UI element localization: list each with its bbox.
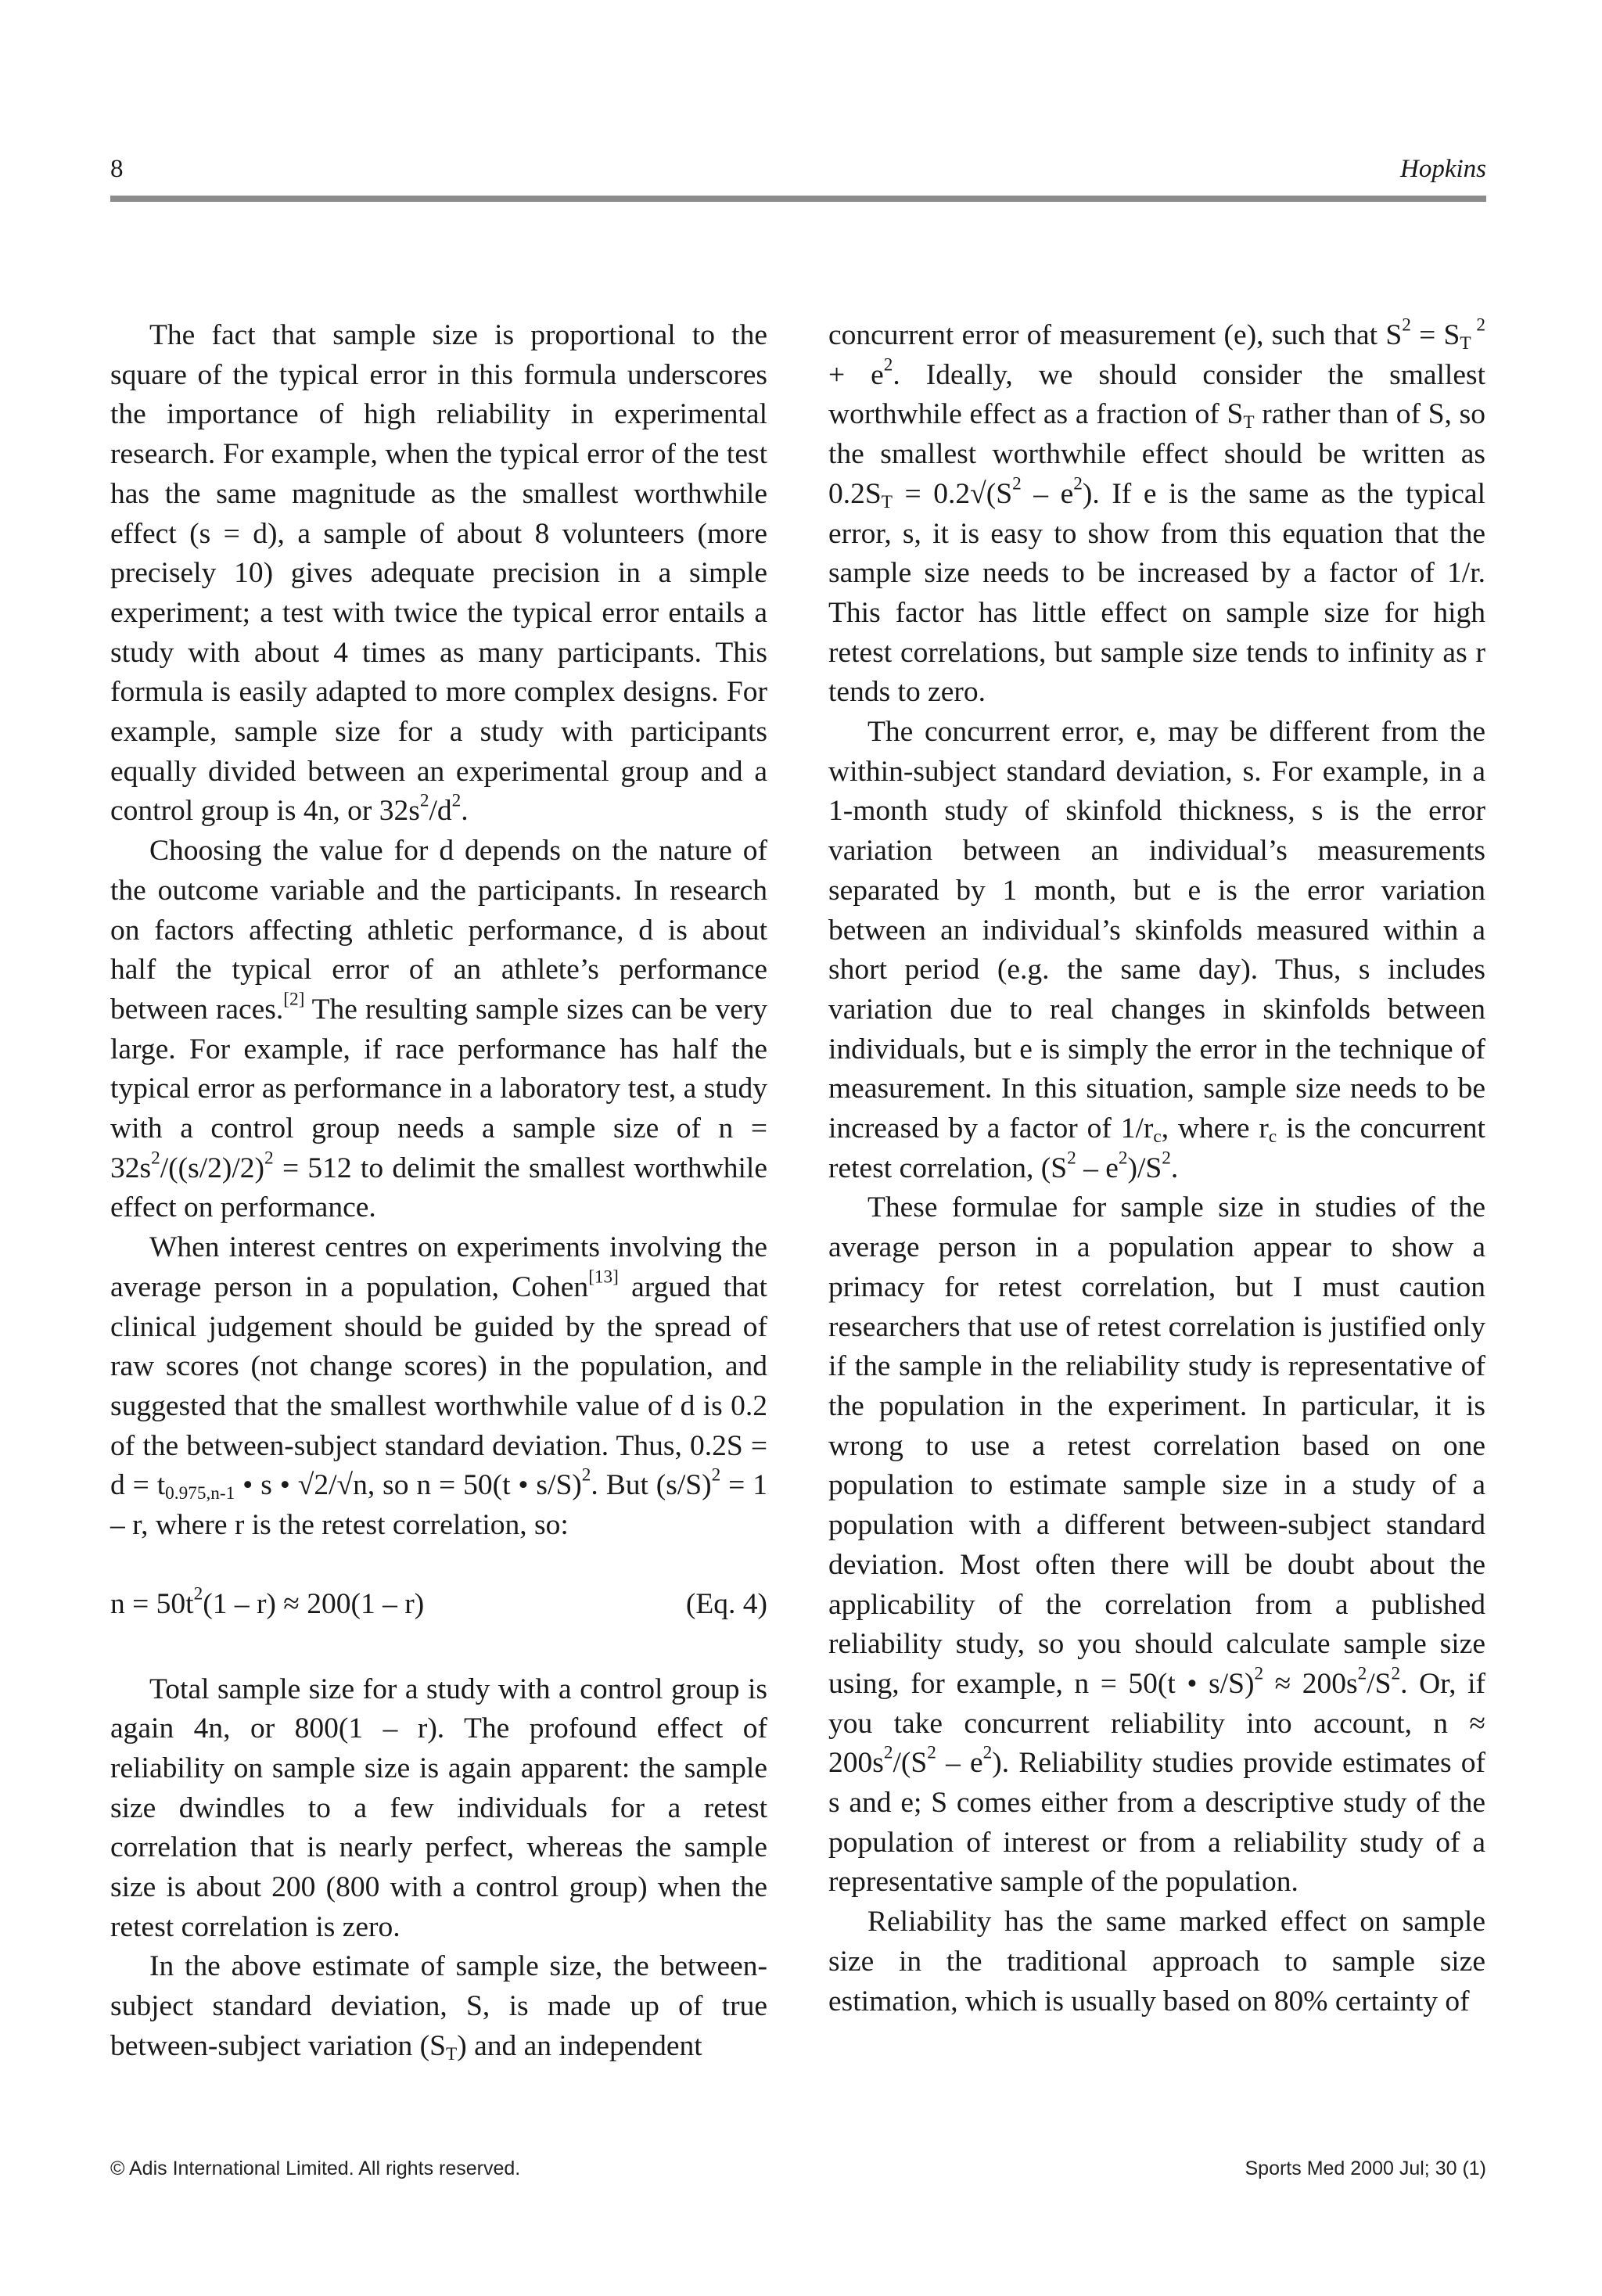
citation-ref: [2] bbox=[283, 989, 305, 1010]
left-paragraph-2: Choosing the value for d depends on the nature of the outcome variable and the participants. In research on factors affecting athletic performance, d is about half the typical error of an athlete’s performance between races.[2] The resulting sample sizes can be very large. For example, if race performance has half the typical error as performance in a laboratory test, a study with a control group needs a sample size of $n = 32s^2/((s/2)/2)^2 = 512$ to delimit the smallest worthwhile effect on performance. bbox=[110, 835, 767, 1224]
running-header-author: Hopkins bbox=[1400, 155, 1486, 183]
right-paragraph-3: These formulae for sample size in studies of the average person in a population appear to show a primacy for retest correlation, but I must caution researchers that use of retest correlation is justified only if the sample in the reliability study is representative of the population in the experiment. In particular, it is wrong to use a retest correlation based on one population to estimate sample size in a study of a population with a different between-subject standard deviation. Most often there will be doubt about the applicability of the correlation from a published reliability study, so you should calculate sample size using, for example, n = 50(t • $s/S)^2 \approx 200s^2/S^2$. Or, if you take concurrent reliability into account, $n \approx 200s^2/(S^2 - e^2)$. Reliability studies provide estimates of s and e; S comes either from a descriptive study of the population of interest or from a reliability study of a representative sample of the population. bbox=[828, 1191, 1485, 1899]
footer-copyright: © Adis International Limited. All rights reserved. bbox=[110, 2158, 521, 2179]
citation-ref: [13] bbox=[588, 1267, 619, 1288]
left-paragraph-5: In the above estimate of sample size, the between-subject standard deviation, S, is made up of true between-subject variation $(S_T)$ and an independent bbox=[110, 1950, 767, 2064]
header-rule bbox=[110, 196, 1486, 202]
right-column bbox=[828, 316, 1485, 2021]
equation-label: (Eq. 4) bbox=[685, 1587, 767, 1620]
left-paragraph-1: The fact that sample size is proportional to the square of the typical error in this formula underscores the importance of high reliability in experimental research. For example, when the typical error of the test has the same magnitude as the smallest worthwhile effect (s = d), a sample of about 8 volunteers (more precisely 10) gives adequate precision in a simple experiment; a test with twice the typical error entails a study with about 4 times as many participants. This formula is easily adapted to more complex designs. For example, sample size for a study with participants equally divided between an experimental group and a control group is 4n, or $32s^2/d^2$. bbox=[110, 319, 767, 828]
left-paragraph-4: Total sample size for a study with a control group is again 4n, or 800(1 – r). The profound effect of reliability on sample size is again apparent: the sample size dwindles to a few individuals for a retest correlation that is nearly perfect, whereas the sample size is about 200 (800 with a control group) when the retest correlation is zero. bbox=[110, 1673, 767, 1943]
left-paragraph-3: When interest centres on experiments involving the average person in a population, Cohen[13] argued that clinical judgement should be guided by the spread of raw scores (not change scores) in the population, and suggested that the smallest worthwhile value of d is 0.2 of the between-subject standard deviation. Thus, $0.2S = d = t_{0.975,n-1}$ • s • √2/√n, so n = 50(t • s/S)$^2$. But $(s/S)^2 = 1 - r$, where r is the retest correlation, so: bbox=[110, 1231, 767, 1542]
right-paragraph-4: Reliability has the same marked effect on sample size in the traditional approach to sample size estimation, which is usually based on 80% certainty of bbox=[828, 1906, 1485, 2018]
right-paragraph-2: The concurrent error, e, may be different from the within-subject standard deviation, s. For example, in a 1-month study of skinfold thickness, s is the error variation between an individual’s measurements separated by 1 month, but e is the error variation between an individual’s skinfolds measured within a short period (e.g. the same day). Thus, s includes variation due to real changes in skinfolds between individuals, but e is simply the error in the technique of measurement. In this situation, sample size needs to be increased by a factor of $1/r_c$, where $r_c$ is the concurrent retest correlation, $(S^2 - e^2)/S^2$. bbox=[828, 716, 1485, 1184]
left-column bbox=[110, 316, 767, 2067]
page-number: 8 bbox=[110, 155, 124, 183]
equation-4 bbox=[110, 1585, 767, 1625]
footer-citation: Sports Med 2000 Jul; 30 (1) bbox=[1245, 2158, 1486, 2179]
right-paragraph-1: concurrent error of measurement (e), such that $S^2 = S_T$ $^2 + e^2$. Ideally, we should consider the smallest worthwhile effect as a fraction of $S_T$ rather than of S, so the smallest worthwhile effect should be written as $0.2S_T = 0.2√(S^2 - e^2)$. If e is the same as the typical error, s, it is easy to show from this equation that the sample size needs to be increased by a factor of 1/r. This factor has little effect on sample size for high retest correlations, but sample size tends to infinity as r tends to zero. bbox=[828, 314, 1486, 709]
equation-expression: $n = 50t^2(1 - r) \approx 200(1 - r)$ bbox=[110, 1583, 425, 1620]
